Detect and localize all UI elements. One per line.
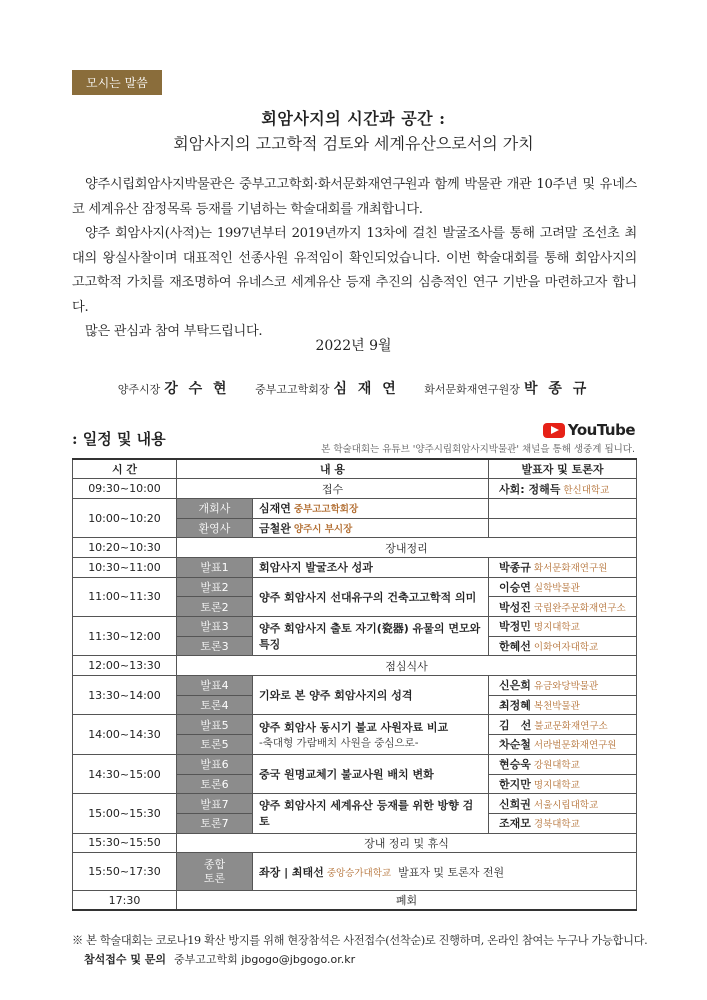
- schedule-heading: : 일정 및 내용: [72, 430, 166, 448]
- presenter-name: 박종규: [499, 561, 531, 575]
- intro-paragraph: 많은 관심과 참여 부탁드립니다.: [85, 324, 263, 339]
- time-cell: 14:30~15:00: [73, 754, 177, 793]
- header-time: 시 간: [73, 459, 177, 479]
- time-cell: 13:30~14:00: [73, 676, 177, 715]
- session-tag: 토론6: [177, 774, 253, 794]
- content-cell: 점심식사: [177, 656, 637, 676]
- content-cell: [253, 853, 637, 891]
- presenter-cell: [489, 518, 637, 538]
- intro-text: [72, 173, 637, 345]
- content-cell: 폐회: [177, 891, 637, 911]
- moderator-name: 좌장 | 최태선: [259, 865, 324, 879]
- table-row: [73, 715, 637, 735]
- title-sub: 회암사지의 고고학적 검토와 세계유산으로서의 가치: [173, 134, 534, 153]
- presenter-cell: [489, 676, 637, 696]
- presenter-cell: [489, 715, 637, 735]
- presenter-name: 현승욱: [499, 758, 531, 772]
- discussant-name: 최정혜: [499, 699, 531, 713]
- talk-title: 기와로 본 양주 회암사지의 성격: [253, 676, 489, 715]
- table-row: [73, 676, 637, 696]
- presenter-cell: [489, 557, 637, 577]
- speaker-affiliation: 양주시 부시장: [293, 523, 353, 535]
- header-presenter: 발표자 및 토론자: [489, 459, 637, 479]
- talk-title: 중국 원명교체기 불교사원 배치 변화: [253, 754, 489, 793]
- table-row: [73, 794, 637, 814]
- discussant-name: 차순철: [499, 738, 531, 752]
- time-cell: 10:20~10:30: [73, 538, 177, 558]
- discussant-affiliation: 서라벌문화재연구원: [533, 740, 617, 752]
- panel-members: 발표자 및 토론자 전원: [398, 865, 505, 879]
- content-cell: 접수: [177, 479, 489, 499]
- intro-paragraph: 양주시립회암사지박물관은 중부고고학회·화서문화재연구원과 함께 박물관 개관 10주년 및 유네스코 세계유산 잠정목록 등재를 기념하는 학술대회를 개최합니다.: [72, 177, 637, 217]
- session-tag: 종합 토론: [177, 853, 253, 891]
- signer-name: 강 수 현: [164, 381, 230, 397]
- presenter-cell: [489, 498, 637, 518]
- presenter-affiliation: 실학박물관: [533, 582, 580, 594]
- discussant-name: 한지만: [499, 777, 531, 791]
- moderator-affiliation: 중앙승가대학교: [326, 867, 392, 879]
- session-tag: 발표6: [177, 754, 253, 774]
- discussant-affiliation: 경북대학교: [533, 819, 580, 831]
- presenter-cell: [489, 479, 637, 499]
- content-cell: 장내정리: [177, 538, 637, 558]
- time-cell: 17:30: [73, 891, 177, 911]
- talk-title: [253, 715, 489, 754]
- table-header-row: [73, 459, 637, 479]
- intro-paragraph: 양주 회암사지(사적)는 1997년부터 2019년까지 13차에 걸친 발굴조사를 통해 고려말 조선초 최대의 왕실사찰이며 대표적인 선종사원 유적임이 확인되었습니다. 이번 학술대회를 통해 회암사지의 고고학적 가치를 재조명하여 유네스코 세계유산 등재 추진의 심층적인 연구 기반을 마련하고자 합니다.: [72, 226, 637, 315]
- date: 2022년 9월: [315, 338, 392, 354]
- contact-value: 중부고고학회 jbgogo@jbgogo.or.kr: [174, 953, 356, 966]
- table-row: [73, 617, 637, 637]
- discussant-name: 박성진: [499, 600, 531, 614]
- presenter-name: 신희권: [499, 797, 531, 811]
- signer-name: 박 종 규: [523, 381, 590, 397]
- presenter-name: 사회: 정해득: [499, 482, 561, 496]
- presenter-cell: [489, 774, 637, 794]
- talk-title: 양주 회암사지 선대유구의 건축고고학적 의미: [253, 577, 489, 616]
- presenter-name: 이승연: [499, 580, 531, 594]
- table-row: [73, 557, 637, 577]
- table-row: [73, 891, 637, 911]
- time-cell: 11:00~11:30: [73, 577, 177, 616]
- session-tag: 발표3: [177, 617, 253, 637]
- table-row: [73, 656, 637, 676]
- speaker-name: 심재연: [259, 502, 291, 516]
- header-content: 내 용: [177, 459, 489, 479]
- session-tag: 토론5: [177, 735, 253, 755]
- session-tag: 발표4: [177, 676, 253, 696]
- presenter-name: 김 선: [499, 718, 532, 732]
- table-row: [73, 538, 637, 558]
- time-cell: 15:50~17:30: [73, 853, 177, 891]
- content-cell: [253, 498, 489, 518]
- contact-label: 참석접수 및 문의: [84, 953, 167, 966]
- table-row: [73, 833, 637, 853]
- presenter-affiliation: 명지대학교: [533, 622, 580, 634]
- presenter-cell: [489, 813, 637, 833]
- talk-title-main: 양주 회암사 동시기 불교 사원자료 비교: [259, 721, 449, 735]
- youtube-note: 본 학술대회는 유튜브 '양주시립회암사지박물관' 채널을 통해 생중계 됩니다.: [321, 444, 635, 455]
- session-tag: 토론3: [177, 636, 253, 656]
- presenter-cell: [489, 597, 637, 617]
- talk-title: 회암사지 발굴조사 성과: [253, 557, 489, 577]
- table-row: [73, 479, 637, 499]
- presenter-cell: [489, 617, 637, 637]
- content-cell: [253, 518, 489, 538]
- footnote: ※ 본 학술대회는 코로나19 확산 방지를 위해 현장참석은 사전접수(선착순)로 진행하며, 온라인 참여는 누구나 가능합니다.: [72, 934, 648, 947]
- presenter-cell: [489, 577, 637, 597]
- table-row: [73, 754, 637, 774]
- presenter-affiliation: 유금와당박물관: [533, 681, 599, 693]
- session-tag: 발표2: [177, 577, 253, 597]
- presenter-affiliation: 강원대학교: [533, 760, 580, 772]
- session-tag: 토론2: [177, 597, 253, 617]
- youtube-play-icon: [543, 423, 565, 438]
- time-cell: 15:30~15:50: [73, 833, 177, 853]
- presenter-affiliation: 화서문화재연구원: [533, 563, 608, 575]
- youtube-logo: [543, 421, 635, 439]
- discussant-affiliation: 복천박물관: [533, 701, 580, 713]
- speaker-name: 금철완: [259, 521, 291, 535]
- table-row: [73, 577, 637, 597]
- schedule-table: [72, 458, 637, 911]
- section-label: 모시는 말씀: [72, 70, 162, 95]
- session-tag: 발표1: [177, 557, 253, 577]
- presenter-cell: [489, 695, 637, 715]
- time-cell: 12:00~13:30: [73, 656, 177, 676]
- session-tag: 개회사: [177, 498, 253, 518]
- session-tag: 토론7: [177, 813, 253, 833]
- discussant-affiliation: 국립완주문화재연구소: [533, 602, 626, 614]
- presenter-cell: [489, 735, 637, 755]
- table-row: [73, 498, 637, 518]
- presenter-affiliation: 불교문화재연구소: [534, 720, 608, 732]
- time-cell: 09:30~10:00: [73, 479, 177, 499]
- presenter-cell: [489, 754, 637, 774]
- talk-title: 양주 회암사지 출토 자기(瓷器) 유물의 면모와 특징: [253, 617, 489, 656]
- presenter-affiliation: 서울시립대학교: [533, 799, 599, 811]
- discussant-affiliation: 명지대학교: [533, 779, 580, 791]
- presenter-affiliation: 한신대학교: [563, 484, 610, 496]
- discussant-affiliation: 이화여자대학교: [533, 642, 599, 654]
- time-cell: 11:30~12:00: [73, 617, 177, 656]
- talk-title: 양주 회암사지 세계유산 등재를 위한 방향 검토: [253, 794, 489, 833]
- presenter-name: 신은희: [499, 679, 531, 693]
- signer-title: 양주시장: [117, 383, 161, 396]
- session-tag: 발표5: [177, 715, 253, 735]
- content-cell: 장내 정리 및 휴식: [177, 833, 637, 853]
- time-cell: 14:00~14:30: [73, 715, 177, 754]
- presenter-name: 박정민: [499, 620, 531, 634]
- signers: [0, 378, 707, 398]
- presenter-cell: [489, 794, 637, 814]
- session-tag: 발표7: [177, 794, 253, 814]
- signer-title: 중부고고학회장: [255, 383, 330, 396]
- signer-title: 화서문화재연구원장: [424, 383, 520, 396]
- table-row: [73, 853, 637, 891]
- session-tag: 토론4: [177, 695, 253, 715]
- session-tag: 환영사: [177, 518, 253, 538]
- signer-name: 심 재 연: [333, 381, 399, 397]
- youtube-logo-text: YouTube: [567, 421, 635, 439]
- contact-info: [84, 951, 355, 967]
- time-cell: 15:00~15:30: [73, 794, 177, 833]
- time-cell: 10:00~10:20: [73, 498, 177, 537]
- talk-title-sub: -축대형 가람배치 사원을 중심으로-: [259, 737, 419, 750]
- time-cell: 10:30~11:00: [73, 557, 177, 577]
- speaker-affiliation: 중부고고학회장: [293, 504, 359, 516]
- discussant-name: 조재모: [499, 817, 531, 831]
- title-main: 회암사지의 시간과 공간 :: [261, 109, 446, 128]
- discussant-name: 한혜선: [499, 640, 531, 654]
- presenter-cell: [489, 636, 637, 656]
